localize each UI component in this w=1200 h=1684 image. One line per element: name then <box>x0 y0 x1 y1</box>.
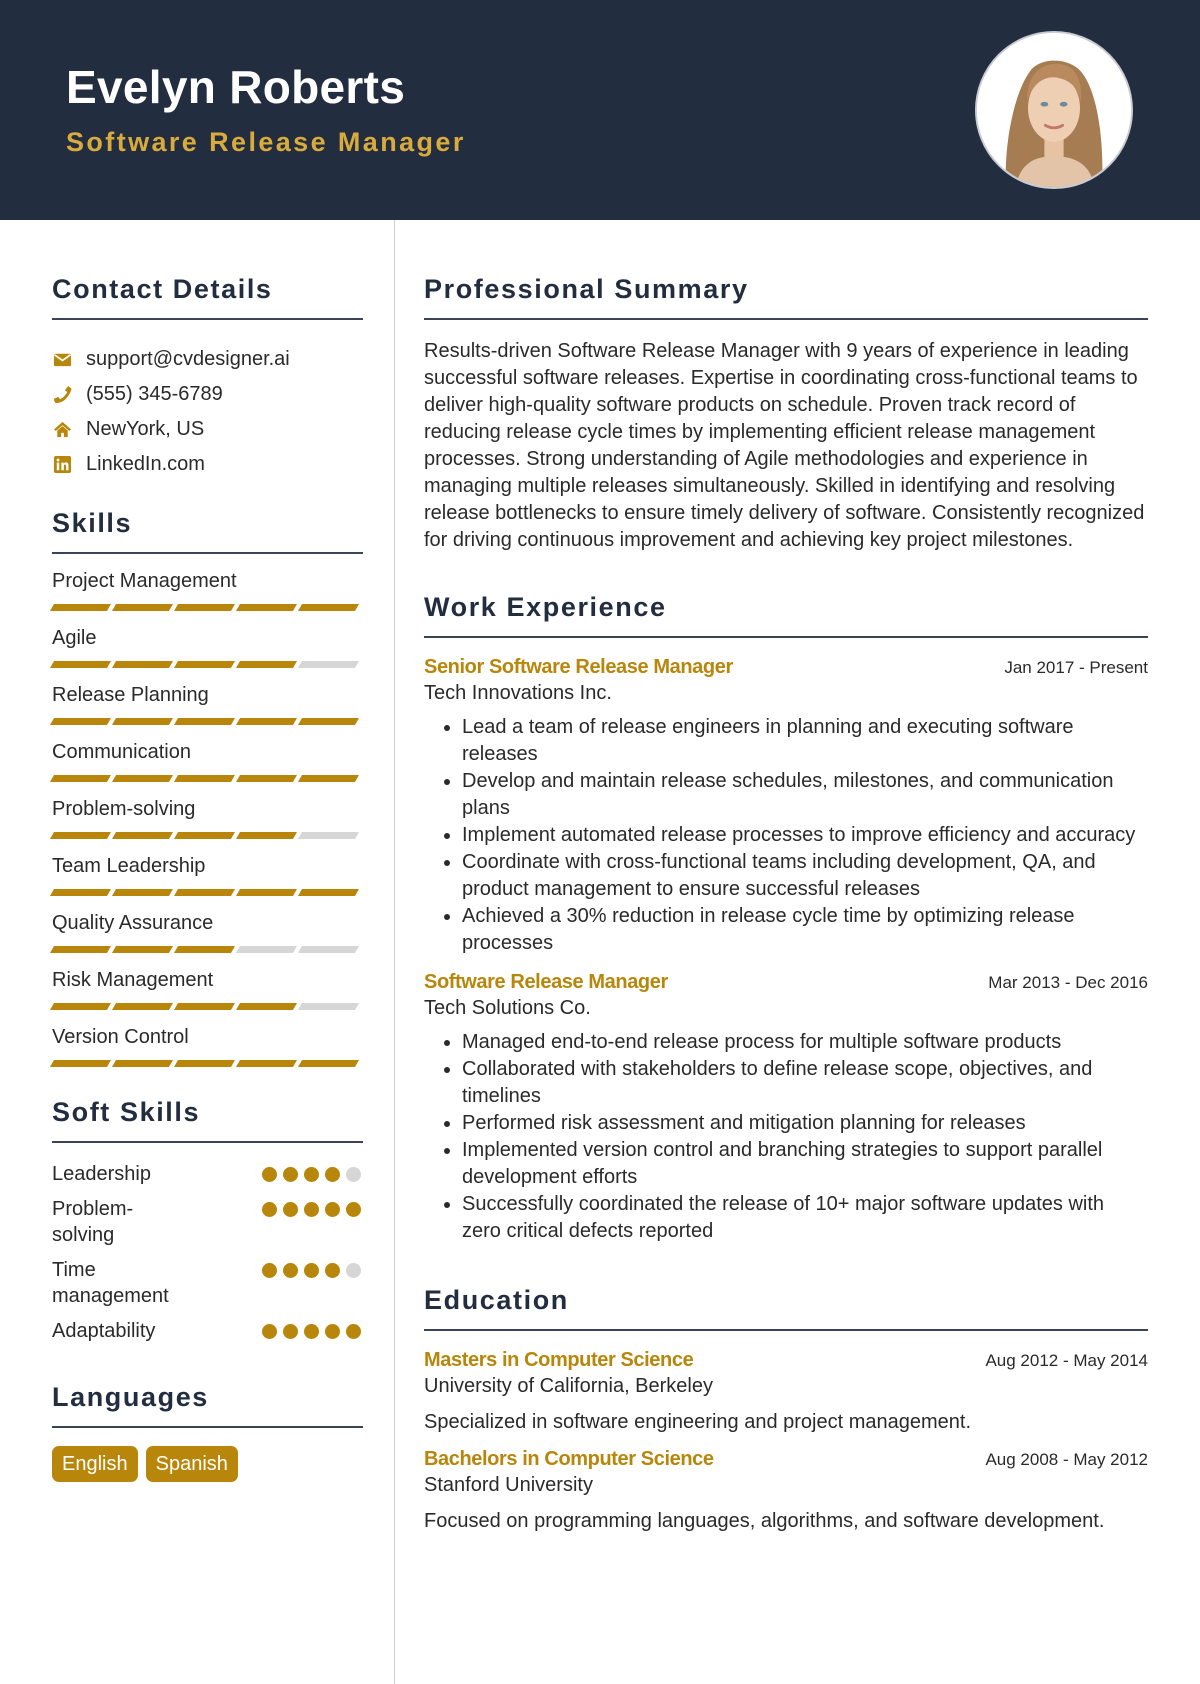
job-bullet: • Lead a team of release engineers in planning and executing software releases <box>462 714 1148 768</box>
soft-skill-rating-dots <box>262 1263 361 1278</box>
job-bullet: • Implement automated release processes to improve efficiency and accuracy <box>462 822 1148 849</box>
rating-segment-filled <box>112 946 173 953</box>
rating-dot-filled <box>325 1324 340 1339</box>
rating-segment-filled <box>112 889 173 896</box>
degree-title: Bachelors in Computer Science <box>424 1448 714 1470</box>
rating-dot-filled <box>304 1324 319 1339</box>
skill-label: Communication <box>52 741 191 763</box>
main-content <box>424 272 1148 1535</box>
rating-segment-filled <box>236 661 297 668</box>
contact-heading: Contact Details <box>52 274 273 304</box>
rating-segment-filled <box>174 946 235 953</box>
rating-segment-filled <box>298 718 359 725</box>
skill-label: Quality Assurance <box>52 912 214 934</box>
rating-segment-filled <box>236 1060 297 1067</box>
rating-segment-filled <box>298 889 359 896</box>
sidebar <box>52 272 363 1482</box>
work-experience-heading: Work Experience <box>424 592 667 622</box>
rating-segment-filled <box>112 661 173 668</box>
job-title: Software Release Manager <box>424 971 668 993</box>
column-divider <box>394 220 395 1684</box>
skill-item <box>52 739 363 782</box>
soft-skill-item <box>52 1257 363 1309</box>
section-divider <box>52 1426 363 1428</box>
skill-rating-bar <box>52 661 363 668</box>
section-divider <box>424 636 1148 638</box>
rating-dot-filled <box>283 1202 298 1217</box>
rating-dot-empty <box>346 1167 361 1182</box>
job-bullet: • Successfully coordinated the release of 10+ major software updates with zero critical defects reported <box>462 1191 1148 1245</box>
skill-item <box>52 568 363 611</box>
rating-dot-filled <box>325 1263 340 1278</box>
skill-item <box>52 1024 363 1067</box>
soft-skills-section <box>52 1095 363 1344</box>
job-bullet: • Coordinate with cross-functional teams including development, QA, and product management to ensure successful releases <box>462 849 1148 903</box>
rating-dot-filled <box>346 1202 361 1217</box>
job-bullet: • Performed risk assessment and mitigation planning for releases <box>462 1110 1148 1137</box>
soft-skills-heading: Soft Skills <box>52 1097 201 1127</box>
soft-skill-item <box>52 1318 363 1344</box>
skill-rating-bar <box>52 946 363 953</box>
rating-segment-filled <box>112 718 173 725</box>
rating-dot-filled <box>262 1263 277 1278</box>
rating-segment-filled <box>236 604 297 611</box>
rating-segment-filled <box>50 1060 111 1067</box>
rating-segment-filled <box>50 946 111 953</box>
rating-dot-filled <box>283 1263 298 1278</box>
skill-item <box>52 967 363 1010</box>
skill-label: Project Management <box>52 570 237 592</box>
home-icon <box>52 420 72 440</box>
rating-segment-filled <box>112 1003 173 1010</box>
rating-dot-filled <box>304 1202 319 1217</box>
education-heading: Education <box>424 1285 569 1315</box>
soft-skill-item <box>52 1161 363 1187</box>
rating-dot-filled <box>262 1324 277 1339</box>
rating-dot-filled <box>262 1202 277 1217</box>
contact-phone[interactable] <box>52 377 363 412</box>
linkedin-icon <box>52 455 72 475</box>
soft-skill-label: Leadership <box>52 1163 151 1185</box>
phone-icon <box>52 385 72 405</box>
rating-dot-filled <box>283 1324 298 1339</box>
candidate-name: Evelyn Roberts <box>66 61 406 113</box>
job-bullet: • Managed end-to-end release process for multiple software products <box>462 1029 1148 1056</box>
skills-heading: Skills <box>52 508 133 538</box>
job-entry <box>424 971 1148 1245</box>
company-name: Tech Solutions Co. <box>424 997 591 1019</box>
contact-email-text: support@cvdesigner.ai <box>86 348 290 370</box>
job-dates: Mar 2013 - Dec 2016 <box>988 973 1148 992</box>
rating-dot-filled <box>283 1167 298 1182</box>
contact-phone-text: (555) 345-6789 <box>86 383 223 405</box>
skill-rating-bar <box>52 775 363 782</box>
education-dates: Aug 2012 - May 2014 <box>985 1351 1148 1370</box>
skill-label: Team Leadership <box>52 855 206 877</box>
education-entry <box>424 1349 1148 1436</box>
contact-location <box>52 412 363 447</box>
job-dates: Jan 2017 - Present <box>1004 658 1148 677</box>
job-bullets <box>462 1029 1148 1245</box>
candidate-title: Software Release Manager <box>66 127 466 157</box>
skill-item <box>52 625 363 668</box>
soft-skill-item <box>52 1196 363 1248</box>
rating-segment-filled <box>50 661 111 668</box>
section-divider <box>52 552 363 554</box>
rating-segment-filled <box>174 1003 235 1010</box>
envelope-icon <box>52 350 72 370</box>
portrait-image <box>977 33 1131 187</box>
degree-title: Masters in Computer Science <box>424 1349 694 1371</box>
skill-label: Problem-solving <box>52 798 196 820</box>
rating-segment-empty <box>298 1003 359 1010</box>
rating-segment-filled <box>298 1060 359 1067</box>
skill-rating-bar <box>52 1060 363 1067</box>
rating-segment-filled <box>112 1060 173 1067</box>
rating-dot-filled <box>325 1202 340 1217</box>
skill-item <box>52 910 363 953</box>
job-bullets <box>462 714 1148 957</box>
education-description: Specialized in software engineering and project management. <box>424 1411 972 1433</box>
company-name: Tech Innovations Inc. <box>424 682 612 704</box>
languages-section <box>52 1380 363 1482</box>
rating-dot-filled <box>262 1167 277 1182</box>
education-section <box>424 1283 1148 1535</box>
rating-segment-filled <box>236 1003 297 1010</box>
section-divider <box>424 1329 1148 1331</box>
section-divider <box>52 1141 363 1143</box>
rating-segment-empty <box>236 946 297 953</box>
education-entry <box>424 1448 1148 1535</box>
section-divider <box>424 318 1148 320</box>
rating-segment-filled <box>236 832 297 839</box>
language-badge: Spanish <box>146 1446 238 1482</box>
job-bullet: • Achieved a 30% reduction in release cycle time by optimizing release processes <box>462 903 1148 957</box>
summary-section <box>424 272 1148 554</box>
job-bullet: • Implemented version control and branching strategies to support parallel development efforts <box>462 1137 1148 1191</box>
soft-skill-label: Adaptability <box>52 1320 156 1342</box>
rating-segment-filled <box>50 1003 111 1010</box>
skills-section <box>52 506 363 1067</box>
rating-segment-filled <box>236 718 297 725</box>
skill-rating-bar <box>52 604 363 611</box>
contact-linkedin[interactable] <box>52 447 363 482</box>
skill-label: Risk Management <box>52 969 214 991</box>
rating-segment-empty <box>298 832 359 839</box>
contact-section <box>52 272 363 482</box>
rating-segment-filled <box>174 889 235 896</box>
profile-photo <box>975 31 1133 189</box>
rating-segment-filled <box>50 832 111 839</box>
skill-rating-bar <box>52 832 363 839</box>
work-experience-section <box>424 590 1148 1245</box>
rating-segment-empty <box>298 946 359 953</box>
skill-rating-bar <box>52 889 363 896</box>
education-dates: Aug 2008 - May 2012 <box>985 1450 1148 1469</box>
job-bullet: • Develop and maintain release schedules, milestones, and communication plans <box>462 768 1148 822</box>
language-badge: English <box>52 1446 138 1482</box>
soft-skill-label: Problem-solving <box>52 1198 134 1246</box>
rating-dot-filled <box>304 1167 319 1182</box>
skill-rating-bar <box>52 718 363 725</box>
rating-segment-filled <box>236 889 297 896</box>
rating-segment-filled <box>174 832 235 839</box>
section-divider <box>52 318 363 320</box>
rating-segment-filled <box>50 889 111 896</box>
rating-segment-filled <box>50 718 111 725</box>
rating-dot-filled <box>346 1324 361 1339</box>
resume-header <box>0 0 1200 220</box>
job-entry <box>424 656 1148 957</box>
soft-skill-rating-dots <box>262 1202 361 1217</box>
rating-segment-filled <box>174 718 235 725</box>
rating-dot-filled <box>304 1263 319 1278</box>
rating-segment-filled <box>236 775 297 782</box>
skill-item <box>52 853 363 896</box>
summary-text: Results-driven Software Release Manager with 9 years of experience in leading successful software releases. Expertise in coordinating cross-functional teams to deliver high-quality software products on schedule. Proven track record of reducing release cycle times by implementing efficient release management processes. Strong understanding of Agile methodologies and experience in managing multiple releases simultaneously. Skilled in identifying and resolving release bottlenecks to ensure timely delivery of software. Consistently recognized for driving continuous improvement and achieving key project milestones. <box>424 340 1145 551</box>
skill-item <box>52 682 363 725</box>
soft-skill-rating-dots <box>262 1167 361 1182</box>
rating-segment-filled <box>174 1060 235 1067</box>
job-title: Senior Software Release Manager <box>424 656 733 678</box>
education-description: Focused on programming languages, algorithms, and software development. <box>424 1510 1105 1532</box>
rating-segment-filled <box>174 604 235 611</box>
contact-linkedin-text: LinkedIn.com <box>86 453 205 475</box>
rating-segment-filled <box>298 775 359 782</box>
soft-skill-rating-dots <box>262 1324 361 1339</box>
rating-segment-filled <box>50 775 111 782</box>
rating-segment-filled <box>298 604 359 611</box>
contact-email[interactable] <box>52 342 363 377</box>
languages-heading: Languages <box>52 1382 209 1412</box>
rating-dot-filled <box>325 1167 340 1182</box>
contact-location-text: NewYork, US <box>86 418 205 440</box>
school-name: Stanford University <box>424 1474 593 1496</box>
rating-segment-filled <box>50 604 111 611</box>
rating-segment-filled <box>112 604 173 611</box>
rating-segment-filled <box>112 832 173 839</box>
skill-item <box>52 796 363 839</box>
skill-rating-bar <box>52 1003 363 1010</box>
rating-segment-filled <box>112 775 173 782</box>
skill-label: Release Planning <box>52 684 209 706</box>
rating-segment-filled <box>174 775 235 782</box>
skill-label: Agile <box>52 627 97 649</box>
school-name: University of California, Berkeley <box>424 1375 713 1397</box>
rating-dot-empty <box>346 1263 361 1278</box>
job-bullet: • Collaborated with stakeholders to define release scope, objectives, and timelines <box>462 1056 1148 1110</box>
soft-skill-label: Time management <box>52 1259 169 1307</box>
rating-segment-empty <box>298 661 359 668</box>
rating-segment-filled <box>174 661 235 668</box>
skill-label: Version Control <box>52 1026 189 1048</box>
summary-heading: Professional Summary <box>424 274 749 304</box>
